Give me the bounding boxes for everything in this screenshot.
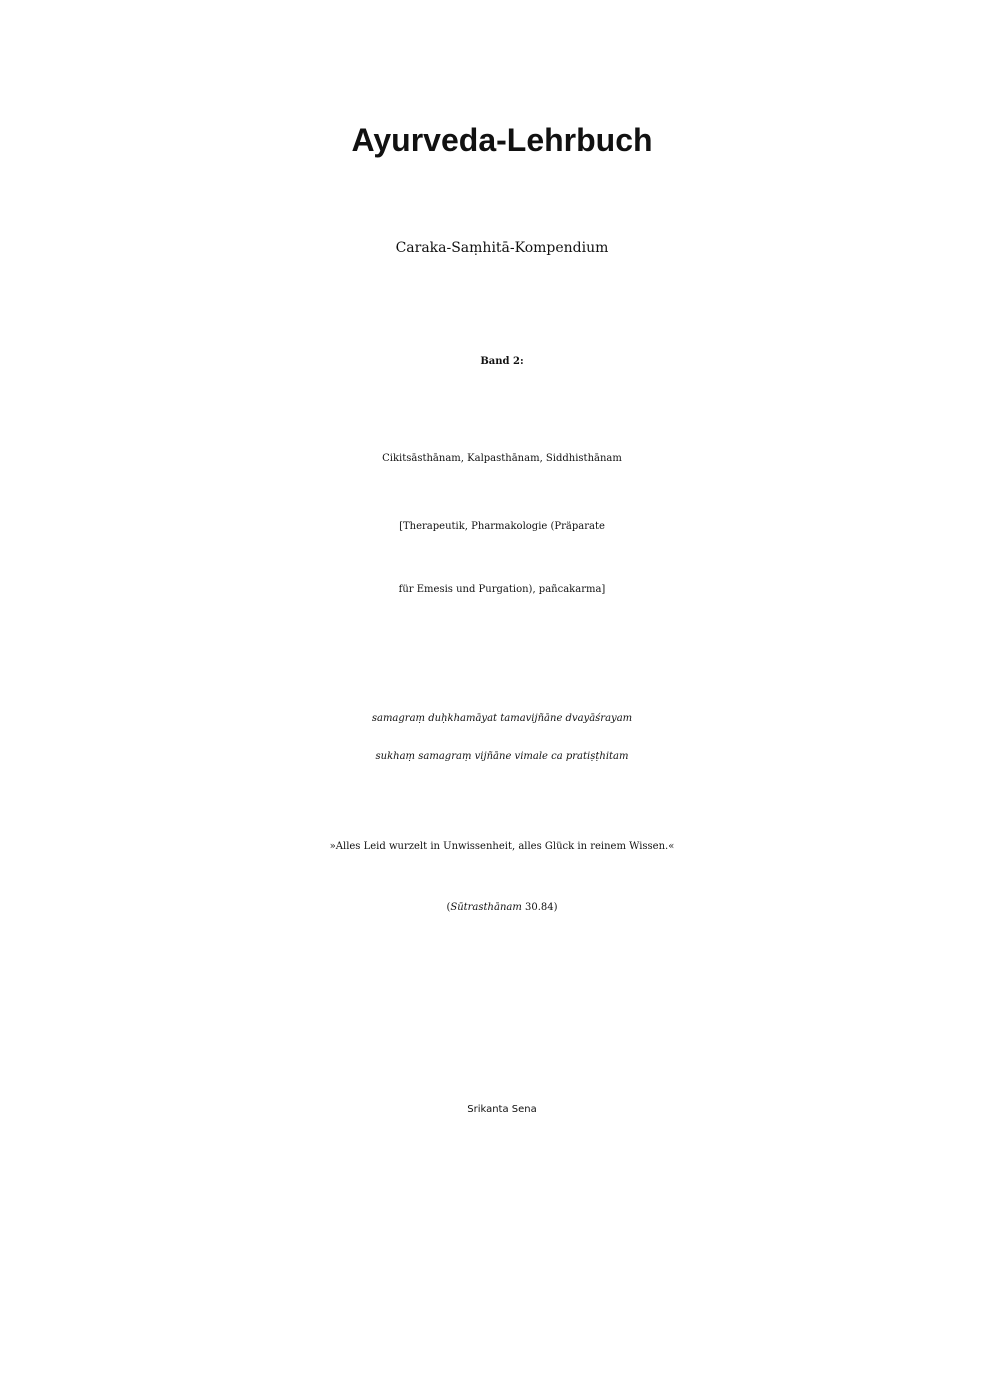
verse-translation-quote: »Alles Leid wurzelt in Unwissenheit, alles Glück in reinem Wissen.« <box>329 841 675 852</box>
sanskrit-verse-line-1: samagraṃ duḥkhamāyat tamavijñāne dvayāśrayam <box>371 713 633 724</box>
quote-source <box>0 889 1004 927</box>
volume-parts: Cikitsāsthānam, Kalpasthānam, Siddhisthānam <box>382 453 622 464</box>
quote-source-open: ( <box>446 902 451 913</box>
quote-source-work: Sūtrasthānam <box>450 902 522 913</box>
author-name: Srikanta Sena <box>467 1104 537 1115</box>
volume-description-line-1: [Therapeutik, Pharmakologie (Präparate <box>399 521 605 532</box>
volume-label: Band 2: <box>480 356 524 367</box>
book-subtitle: Caraka-Saṃhitā-Kompendium <box>395 240 609 256</box>
quote-source-reference: 30.84) <box>521 902 558 913</box>
sanskrit-verse-line-2: sukhaṃ samagraṃ vijñāne vimale ca pratiṣṭhitam <box>375 751 629 762</box>
book-title: Ayurveda-Lehrbuch <box>351 122 653 158</box>
volume-description-line-2: für Emesis und Purgation), pañcakarma] <box>398 584 606 595</box>
